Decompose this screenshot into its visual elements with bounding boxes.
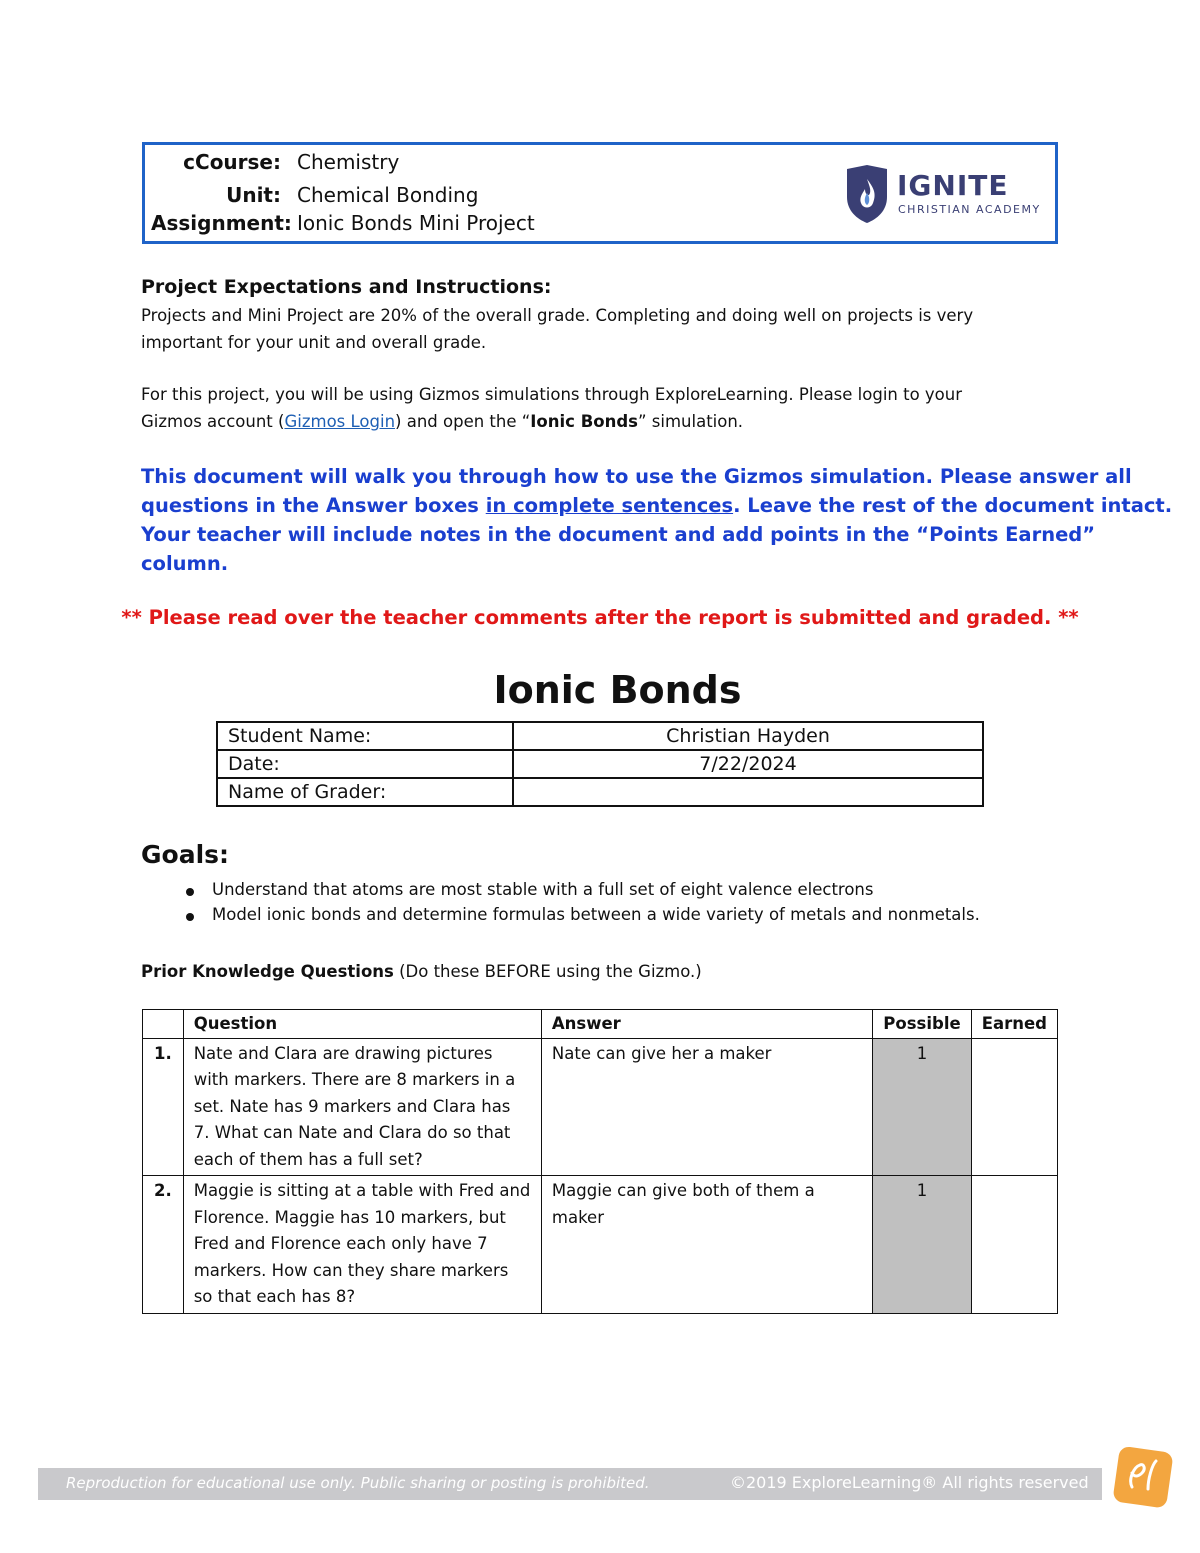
student-name-label: Student Name: [217, 722, 513, 750]
col-question-header: Question [183, 1010, 541, 1039]
blue-instruction-line2 [141, 491, 1172, 520]
blue-line2-suffix: . Leave the rest of the document intact. [733, 494, 1173, 517]
prior-knowledge-table [142, 1009, 1058, 1314]
answer-box[interactable]: Maggie can give both of them a maker [541, 1176, 872, 1314]
logo-title: IGNITE [897, 169, 1009, 202]
instructions-para2-line2 [141, 408, 743, 435]
blue-instruction-line1: This document will walk you through how to use the Gizmos simulation. Please answer all [141, 465, 1132, 488]
table-row [217, 750, 983, 778]
goals-heading: Goals: [141, 840, 230, 869]
para2-prefix: Gizmos account ( [141, 412, 285, 431]
table-row [143, 1176, 1058, 1314]
bullet-icon [186, 888, 194, 896]
course-label: cCourse: [183, 150, 281, 174]
question-text: Nate and Clara are drawing pictures with markers. There are 8 markers in a set. Nate has 9 markers and Clara has 7. What can Nate and Clara do so that each of them has a full set? [183, 1038, 541, 1176]
answer-box[interactable]: Nate can give her a maker [541, 1038, 872, 1176]
unit-value: Chemical Bonding [297, 183, 479, 207]
teacher-comments-note: ** Please read over the teacher comments after the report is submitted and graded. ** [121, 606, 1079, 629]
blue-line2-prefix: questions in the Answer boxes [141, 494, 486, 517]
question-number: 2. [143, 1176, 184, 1314]
student-info-table [216, 721, 984, 807]
table-row [143, 1038, 1058, 1176]
table-row [217, 778, 983, 806]
assignment-value: Ionic Bonds Mini Project [297, 211, 535, 235]
course-value: Chemistry [297, 150, 400, 174]
blue-instruction-line3: Your teacher will include notes in the document and add points in the “Points Earned” [141, 523, 1096, 546]
para2-mid: ) and open the “ [395, 412, 531, 431]
instructions-para1-line1: Projects and Mini Project are 20% of the overall grade. Completing and doing well on projects is very [141, 306, 974, 325]
student-name-value[interactable]: Christian Hayden [513, 722, 983, 750]
instructions-para2-line1: For this project, you will be using Gizmos simulations through ExploreLearning. Please login to your [141, 385, 963, 404]
bullet-icon [186, 913, 194, 921]
date-value[interactable]: 7/22/2024 [513, 750, 983, 778]
possible-points: 1 [873, 1176, 971, 1314]
possible-points: 1 [873, 1038, 971, 1176]
footer-bar [38, 1468, 1102, 1500]
grader-value[interactable] [513, 778, 983, 806]
col-earned-header: Earned [971, 1010, 1057, 1039]
earned-points[interactable] [971, 1038, 1057, 1176]
earned-points[interactable] [971, 1176, 1057, 1314]
goal-item-2: Model ionic bonds and determine formulas between a wide variety of metals and nonmetals. [212, 905, 980, 924]
date-label: Date: [217, 750, 513, 778]
para2-suffix: ” simulation. [638, 412, 744, 431]
question-number: 1. [143, 1038, 184, 1176]
course-header-box [142, 142, 1058, 244]
col-number-header [143, 1010, 184, 1039]
prior-knowledge-heading [141, 958, 702, 985]
footer-copyright: ©2019 ExploreLearning® All rights reserved [730, 1473, 1089, 1492]
explorelearning-badge-icon [1108, 1443, 1176, 1511]
para2-bold: Ionic Bonds [530, 412, 638, 431]
instructions-heading: Project Expectations and Instructions: [141, 276, 552, 298]
blue-line2-underline: in complete sentences [485, 494, 734, 517]
question-text: Maggie is sitting at a table with Fred and Florence. Maggie has 10 markers, but Fred and Florence each only have 7 markers. How can they share markers so that each has 8? [183, 1176, 541, 1314]
assignment-label: Assignment: [151, 211, 292, 235]
goal-item-1: Understand that atoms are most stable with a full set of eight valence electrons [212, 880, 874, 899]
unit-label: Unit: [226, 183, 281, 207]
table-row [217, 722, 983, 750]
page-title: Ionic Bonds [493, 668, 742, 712]
prior-knowledge-note: (Do these BEFORE using the Gizmo.) [393, 962, 702, 981]
instructions-para1-line2: important for your unit and overall grade. [141, 333, 487, 352]
col-possible-header: Possible [873, 1010, 971, 1039]
col-answer-header: Answer [541, 1010, 872, 1039]
grader-label: Name of Grader: [217, 778, 513, 806]
gizmos-login-link[interactable]: Gizmos Login [284, 412, 396, 431]
ignite-logo [843, 163, 1053, 225]
blue-instruction-line4: column. [141, 552, 229, 575]
shield-flame-icon [843, 163, 891, 225]
footer-notice: Reproduction for educational use only. Public sharing or posting is prohibited. [66, 1474, 650, 1492]
prior-knowledge-title: Prior Knowledge Questions [141, 962, 394, 981]
logo-subtitle: CHRISTIAN ACADEMY [898, 203, 1041, 216]
table-header-row [143, 1010, 1058, 1039]
